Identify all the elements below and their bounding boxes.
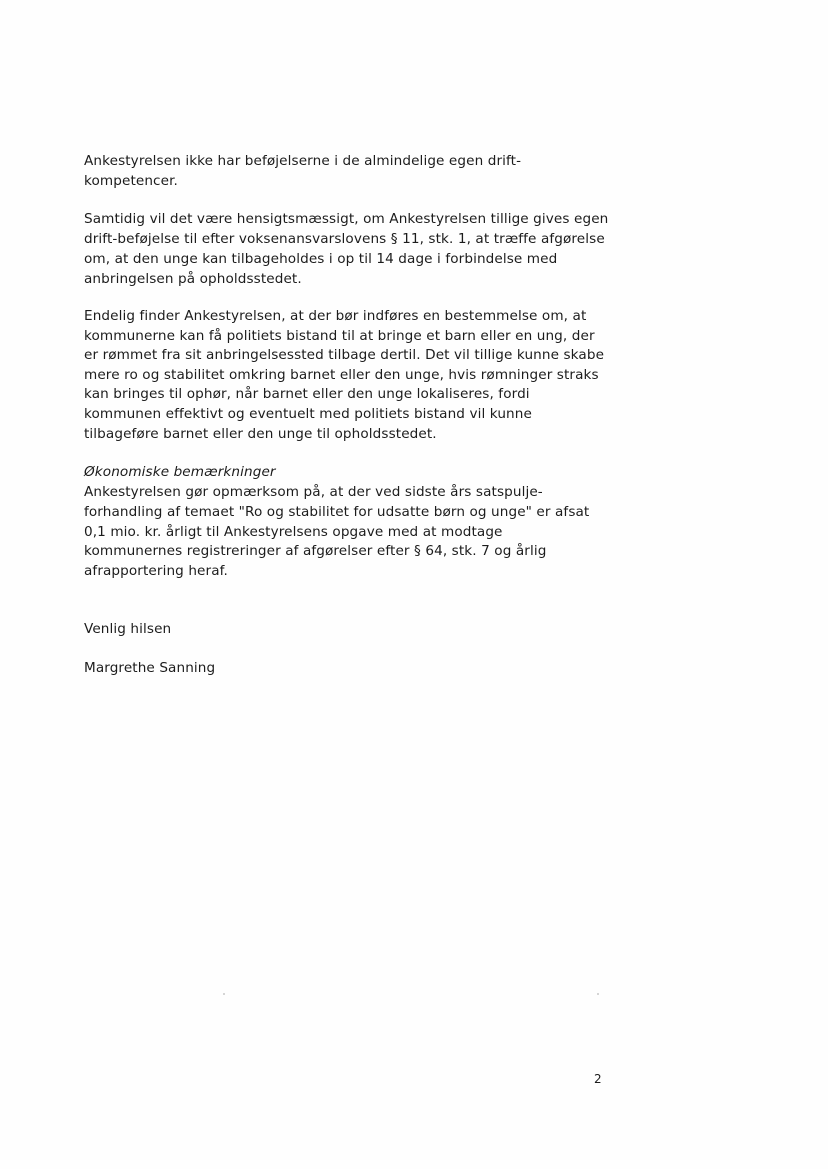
scan-speck <box>597 993 599 995</box>
signature-name: Margrethe Sanning <box>84 660 216 676</box>
paragraph-4-line-5: afrapportering heraf. <box>84 563 228 579</box>
paragraph-3-line-6: kommunen effektivt og eventuelt med politiets bistand vil kunne <box>84 406 532 422</box>
paragraph-4-line-3: 0,1 mio. kr. årligt til Ankestyrelsens opgave med at modtage <box>84 524 503 540</box>
closing-text: Venlig hilsen <box>84 621 172 637</box>
paragraph-4-line-1: Ankestyrelsen gør opmærksom på, at der ved sidste års satspulje- <box>84 484 543 500</box>
paragraph-3-line-2: kommunerne kan få politiets bistand til at bringe et barn eller en ung, der <box>84 328 595 344</box>
paragraph-1-line-2: kompetencer. <box>84 173 178 189</box>
paragraph-2-line-1: Samtidig vil det være hensigtsmæssigt, om Ankestyrelsen tillige gives egen <box>84 211 609 227</box>
paragraph-3-line-5: kan bringes til ophør, når barnet eller den unge lokaliseres, fordi <box>84 386 530 402</box>
section-heading: Økonomiske bemærkninger <box>84 464 276 480</box>
page-number: 2 <box>594 1072 602 1086</box>
scan-speck <box>223 993 225 995</box>
paragraph-3-line-1: Endelig finder Ankestyrelsen, at der bør indføres en bestemmelse om, at <box>84 308 587 324</box>
paragraph-3-line-4: mere ro og stabilitet omkring barnet eller den unge, hvis rømninger straks <box>84 367 599 383</box>
paragraph-4-line-4: kommunernes registreringer af afgørelser efter § 64, stk. 7 og årlig <box>84 543 547 559</box>
paragraph-2-line-2: drift-beføjelse til efter voksenansvarslovens § 11, stk. 1, at træffe afgørelse <box>84 231 605 247</box>
paragraph-3-line-7: tilbageføre barnet eller den unge til opholdsstedet. <box>84 426 437 442</box>
paragraph-1-line-1: Ankestyrelsen ikke har beføjelserne i de almindelige egen drift- <box>84 153 522 169</box>
paragraph-2-line-4: anbringelsen på opholdsstedet. <box>84 271 302 287</box>
paragraph-4-line-2: forhandling af temaet "Ro og stabilitet for udsatte børn og unge" er afsat <box>84 504 590 520</box>
paragraph-3-line-3: er rømmet fra sit anbringelsessted tilbage dertil. Det vil tillige kunne skabe <box>84 347 605 363</box>
paragraph-2-line-3: om, at den unge kan tilbageholdes i op til 14 dage i forbindelse med <box>84 251 558 267</box>
